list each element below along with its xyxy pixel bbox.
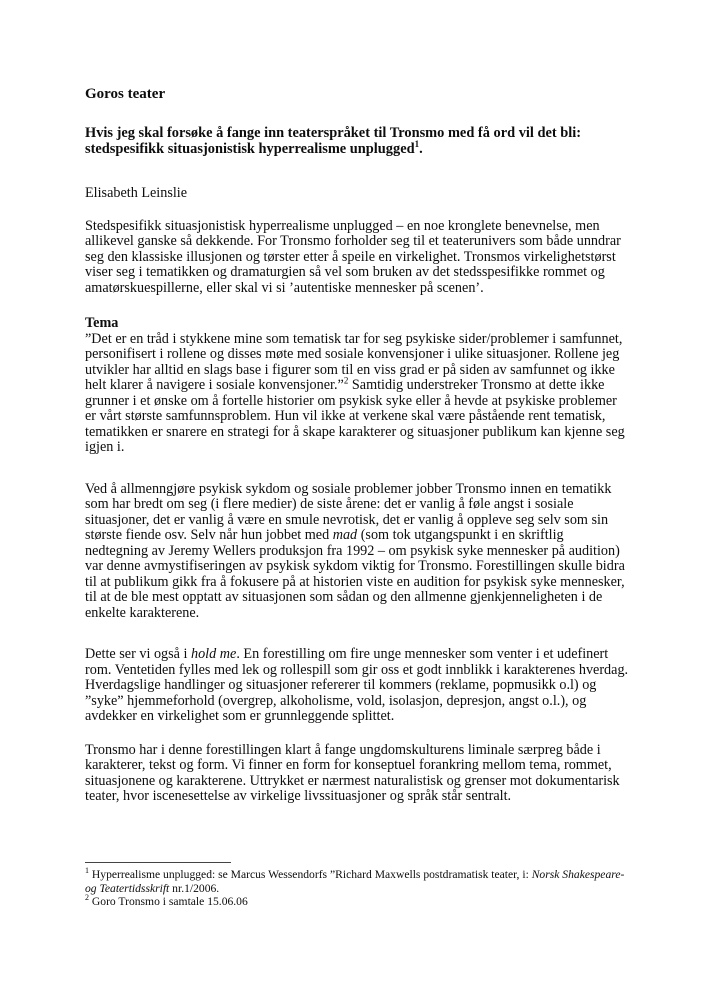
- work-title-hold-me: hold me: [190, 646, 237, 662]
- footnote-1: [85, 868, 629, 895]
- footnote-1-journal-title: Norsk Shakespeare- og Teatertidsskrift: [85, 868, 625, 895]
- mad-paragraph: [85, 482, 629, 622]
- footnote-2: [85, 895, 629, 909]
- footnote-area: [85, 862, 629, 909]
- holdme-after-italic: . En forestilling om fire unge mennesker som venter i et udefinert rom. Ventetiden fylles med lek og rollespill som gir oss et godt innblikk i karakterenes hverdag. Hverdagslige handlinger og situasjoner refererer til kommers (reklame, popmusikk o.l) og ”syke” hjemmeforhold (overgrep, alkoholisme, vold, isolasjon, depresjon, angst o.l.), og avdekker en virkelighet som er grunnleggende splittet.: [85, 646, 629, 724]
- document-content: [85, 86, 629, 805]
- intro-paragraph: Stedspesifikk situasjonistisk hyperrealisme unplugged – en noe kronglete benevnelse, men allikevel ganske så dekkende. For Tronsmo forholder seg til et teaterunivers som både unndrar seg den klassiske illusjonen og tørster etter å speile en virkelighet. Tronsmos virkelighetstørst viser seg i tematikken og dramaturgien så vel som bruken av det stedsspesifikke rommet og amatørskuespillerne, eller skal vi si ’autentiske mennesker på scenen’.: [85, 217, 621, 296]
- footnote-ref-1: 1: [414, 139, 420, 150]
- footnote-separator: [85, 862, 231, 863]
- mad-before-italic: Ved å allmenngjøre psykisk sykdom og sosiale problemer jobber Tronsmo innen en tematikk som har bredt om seg (i flere medier) de siste årene: det er vanlig å føle angst i sosiale situasjoner, det er vanlig å være en smule nevrotisk, det er vanlig å oppleve seg selv som sin største fiende osv. Selv når hun jobbet med: [85, 480, 612, 543]
- holdme-before-italic: Dette ser vi også i: [85, 646, 191, 662]
- footnote-1-before-italic: Hyperrealisme unplugged: se Marcus Wessendorfs ”Richard Maxwells postdramatisk teater, i:: [89, 868, 532, 881]
- work-title-mad: mad: [332, 527, 358, 543]
- footnote-2-text: Goro Tronsmo i samtale 15.06.06: [89, 895, 248, 909]
- holdme-paragraph: [85, 647, 629, 725]
- author-name: Elisabeth Leinslie: [85, 185, 188, 201]
- footnote-2-number: 2: [85, 893, 89, 903]
- mad-after-italic: (som tok utgangspunkt i en skriftlig nedtegning av Jeremy Wellers produksjon fra 1992 – om psykisk syke mennesker på audition) var denne avmystifiseringen av psykisk sykdom viktig for Tronsmo. Forestillingen skulle bidra til at publikum gikk fra å fokusere på at historien viste en audition for psykisk syke mennesker, til at de ble mest opptatt av situasjonen som sådan og den allmenne gjenkjenneligheten i de enkelte karakterene.: [85, 527, 625, 621]
- lede-text: Hvis jeg skal forsøke å fange inn teaterspråket til Tronsmo med få ord vil det bli: stedspesifikk situasjonistisk hyperrealisme unplugged: [85, 125, 582, 157]
- lede-after-ref: .: [419, 141, 423, 157]
- tema-heading: Tema: [85, 315, 119, 331]
- footnote-1-after-italic: nr.1/2006.: [169, 881, 220, 895]
- lede-paragraph: [85, 125, 629, 157]
- tema-paragraph: [85, 332, 629, 456]
- tema-quote: ”Det er en tråd i stykkene mine som tematisk tar for seg psykiske sider/problemer i samfunnet, personifisert i rollene og disses møte med sosiale konvensjoner i ulike situasjoner. Rollene jeg utvikler har alltid en slags base i figurer som til en viss grad er på siden av samfunnet og ikke helt klarer å navigere i sosiale konvensjoner.”: [85, 330, 623, 393]
- page-title: Goros teater: [85, 86, 166, 102]
- closing-paragraph: Tronsmo har i denne forestillingen klart å fange ungdomskulturens liminale særpreg både i karakterer, tekst og form. Vi finner en form for konseptuel forankring mellom tema, rommet, situasjonene og karakterene. Uttrykket er nærmest naturalistisk og grenser mot dokumentarisk teater, hvor iscenesettelse av virkelige livssituasjoner og språk står sentralt.: [85, 741, 620, 804]
- tema-after-ref: Samtidig understreker Tronsmo at dette ikke grunner i et ønske om å fortelle historier om psykisk syke eller å hevde at psykiske problemer er vårt største samfunnsproblem. Hun vil ikke at verkene skal være påstående rent tematisk, tematikken er snarere en strategi for å skape karakterer og situasjoner publikum kan kjenne seg igjen i.: [85, 377, 625, 455]
- footnote-ref-2: 2: [343, 375, 349, 386]
- footnote-1-number: 1: [85, 866, 89, 876]
